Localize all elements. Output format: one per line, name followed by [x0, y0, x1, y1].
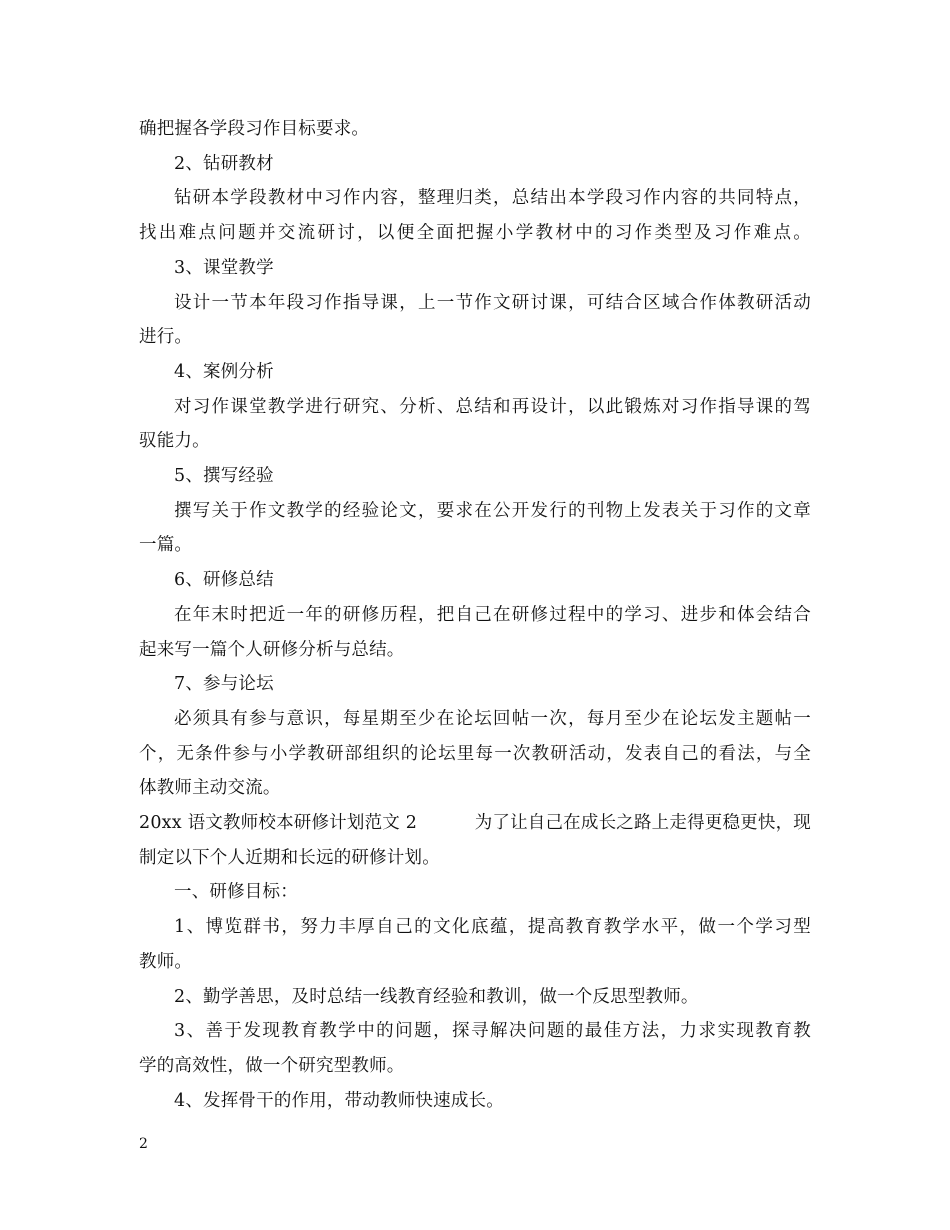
document-body: [139, 112, 811, 1118]
paragraph-line: 确把握各学段习作目标要求。: [139, 119, 370, 139]
section-heading: 4、案例分析: [174, 361, 274, 382]
page-number: 2: [139, 1136, 148, 1152]
paragraph-line: 一篇。: [139, 535, 193, 556]
paragraph-line: 3、善于发现教育教学中的问题，探寻解决问题的最佳方法，力求实现教育教: [174, 1021, 811, 1042]
paragraph-line: 钻研本学段教材中习作内容，整理归类，总结出本学段习作内容的共同特点，: [174, 188, 811, 209]
paragraph-line: 学的高效性，做一个研究型教师。: [139, 1055, 405, 1076]
paragraph-line: 进行。: [139, 327, 193, 348]
paragraph-line: 在年末时把近一年的研修历程，把自己在研修过程中的学习、进步和体会结合: [174, 604, 811, 625]
document-title: 20xx 语文教师校本研修计划范文 2: [139, 813, 418, 834]
paragraph-line: 体教师主动交流。: [139, 778, 281, 799]
section-heading: 一、研修目标：: [174, 882, 298, 903]
paragraph-line: 为了让自己在成长之路上走得更稳更快，现: [474, 813, 811, 834]
title-row: [139, 806, 811, 841]
paragraph-line: 教师。: [139, 951, 193, 972]
paragraph-line: 4、发挥骨干的作用，带动教师快速成长。: [174, 1090, 504, 1111]
section-heading: 5、撰写经验: [174, 466, 274, 487]
paragraph-line: 必须具有参与意识，每星期至少在论坛回帖一次，每月至少在论坛发主题帖一: [174, 708, 811, 729]
paragraph-line: 起来写一篇个人研修分析与总结。: [139, 639, 405, 660]
section-heading: 6、研修总结: [174, 570, 274, 591]
paragraph-line: 对习作课堂教学进行研究、分析、总结和再设计，以此锻炼对习作指导课的驾: [174, 396, 811, 417]
paragraph-line: 2、勤学善思，及时总结一线教育经验和教训，做一个反思型教师。: [174, 986, 699, 1007]
paragraph-line: 个，无条件参与小学教研部组织的论坛里每一次教研活动，发表自己的看法，与全: [139, 743, 811, 764]
paragraph-line: 找出难点问题并交流研讨，以便全面把握小学教材中的习作类型及习作难点。: [139, 223, 811, 244]
section-heading: 7、参与论坛: [174, 674, 274, 695]
paragraph-line: 制定以下个人近期和长远的研修计划。: [139, 847, 440, 868]
paragraph-line: 撰写关于作文教学的经验论文，要求在公开发行的刊物上发表关于习作的文章: [174, 500, 811, 521]
section-heading: 3、课堂教学: [174, 257, 274, 278]
section-heading: 2、钻研教材: [174, 153, 274, 174]
paragraph-line: 驭能力。: [139, 431, 210, 452]
paragraph-line: 1、博览群书，努力丰厚自己的文化底蕴，提高教育教学水平，做一个学习型: [174, 917, 811, 938]
paragraph-line: 设计一节本年段习作指导课，上一节作文研讨课，可结合区域合作体教研活动: [174, 292, 811, 313]
